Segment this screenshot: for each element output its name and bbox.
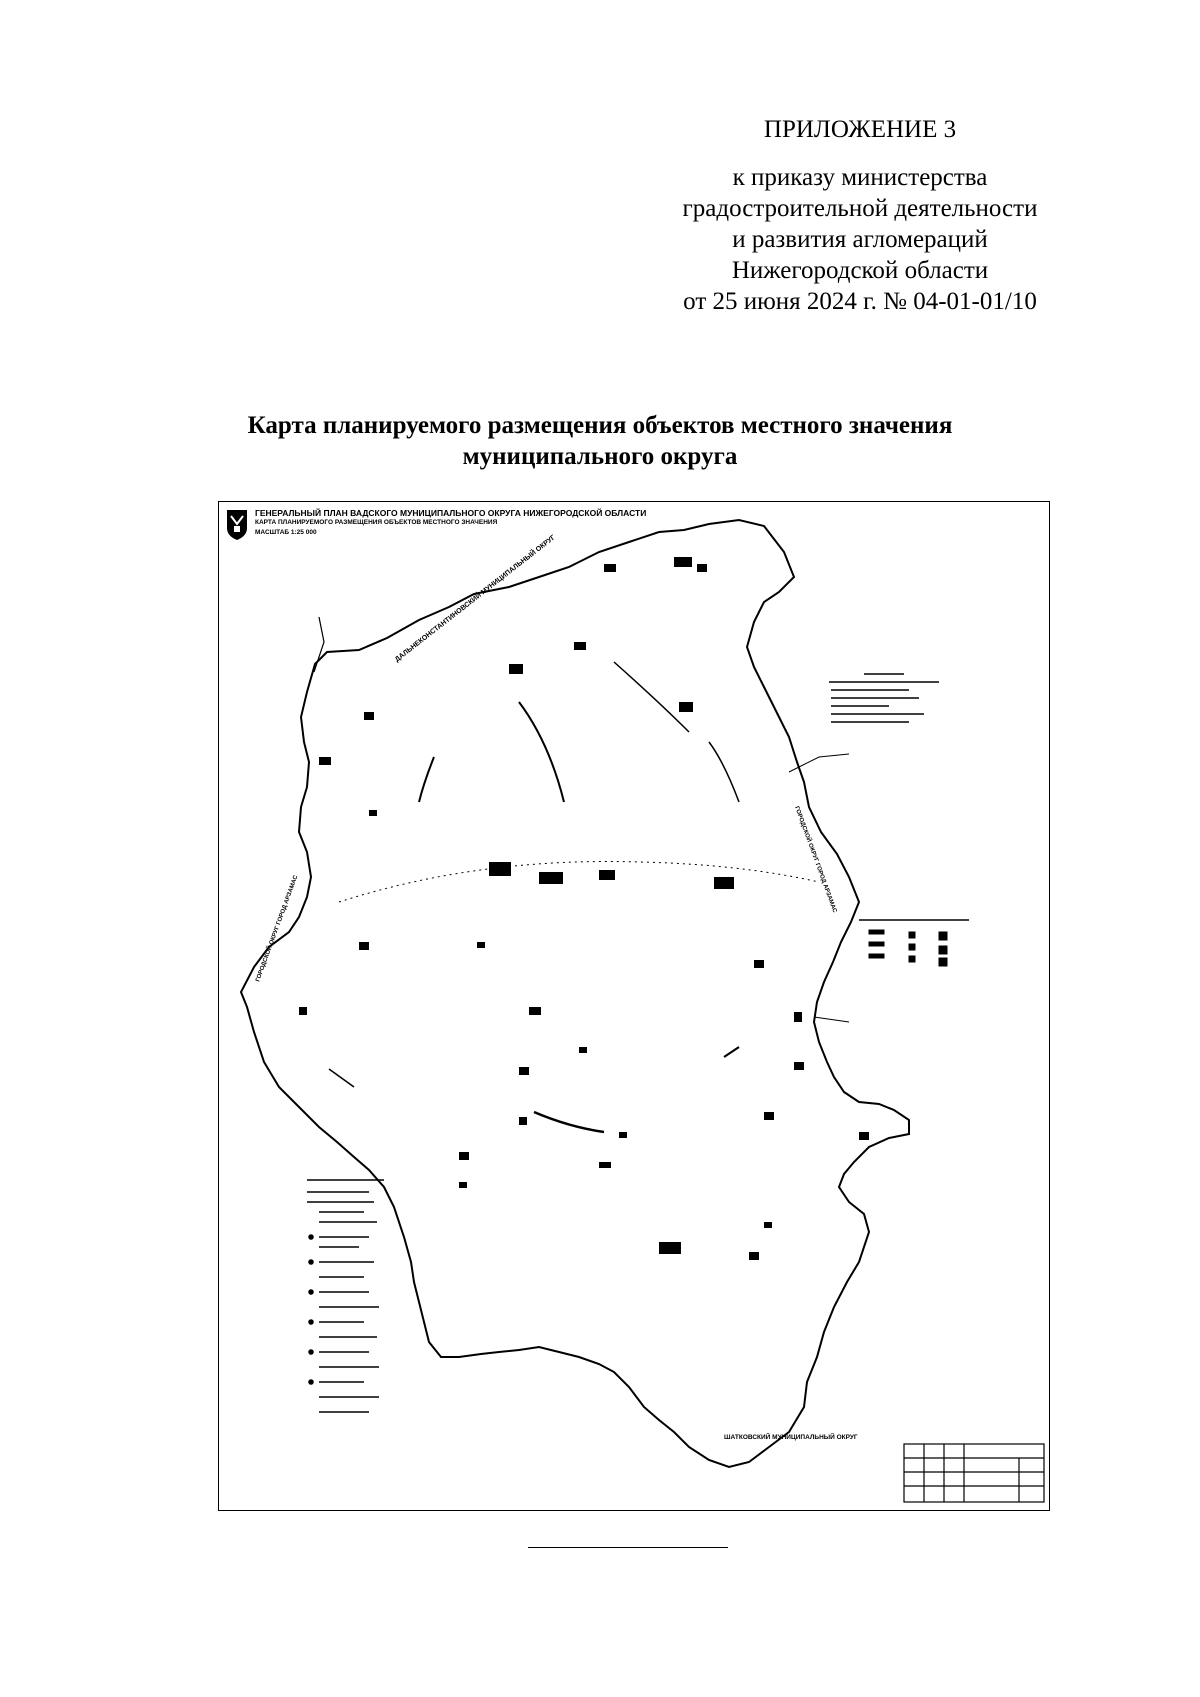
- neighbor-label-south: ШАТКОВСКИЙ МУНИЦИПАЛЬНЫЙ ОКРУГ: [724, 1434, 858, 1441]
- order-reference: [600, 162, 1120, 317]
- district-boundary: [241, 520, 909, 1467]
- settlement-belt: [339, 862, 819, 903]
- document-title: [100, 410, 1100, 472]
- map-header-title: ГЕНЕРАЛЬНЫЙ ПЛАН ВАДСКОГО МУНИЦИПАЛЬНОГО ОКРУГА НИЖЕГОРОДСКОЙ ОБЛАСТИ: [255, 508, 647, 518]
- neighbor-label-east: ГОРОДСКОЙ ОКРУГ ГОРОД АРЗАМАС: [793, 805, 838, 914]
- title-line-1: Карта планируемого размещения объектов местного значения: [247, 412, 953, 439]
- road-line: [419, 757, 434, 802]
- map-drawing: [219, 502, 1051, 1512]
- title-line-2: муниципального округа: [462, 443, 738, 470]
- order-ref-line: к приказу министерства: [732, 164, 988, 191]
- closing-rule: [528, 1547, 728, 1548]
- map-header-subtitle: КАРТА ПЛАНИРУЕМОГО РАЗМЕЩЕНИЯ ОБЪЕКТОВ МЕСТНОГО ЗНАЧЕНИЯ: [255, 519, 498, 526]
- road-line: [519, 702, 564, 802]
- title-block-stamp: [904, 1444, 1044, 1502]
- legend-lower-left: [307, 1180, 384, 1412]
- order-ref-line: градостроительной деятельности: [682, 195, 1038, 222]
- legend-upper: [829, 674, 939, 722]
- settlement-markers: [299, 557, 869, 1260]
- road-line: [329, 1069, 354, 1087]
- road-line: [724, 1047, 739, 1057]
- map-header-scale: МАСШТАБ 1:25 000: [255, 529, 317, 536]
- appendix-label: ПРИЛОЖЕНИЕ 3: [763, 116, 957, 143]
- planning-map: [218, 501, 1050, 1511]
- legend-lower: [859, 920, 969, 966]
- coat-of-arms-icon: [227, 510, 247, 540]
- road-line: [534, 1112, 604, 1132]
- neighbor-label-west: ГОРОДСКОЙ ОКРУГ ГОРОД АРЗАМАС: [255, 874, 300, 983]
- neighbor-label-north: ДАЛЬНЕКОНСТАНТИНОВСКИЙ МУНИЦИПАЛЬНЫЙ ОКРУГ: [393, 534, 557, 664]
- road-line: [814, 1017, 849, 1022]
- order-ref-line: Нижегородской области: [731, 257, 989, 284]
- order-ref-line: и развития агломераций: [732, 226, 988, 253]
- road-line: [709, 742, 739, 802]
- road-line: [614, 662, 689, 732]
- order-ref-line: от 25 июня 2024 г. № 04-01-01/10: [683, 288, 1037, 315]
